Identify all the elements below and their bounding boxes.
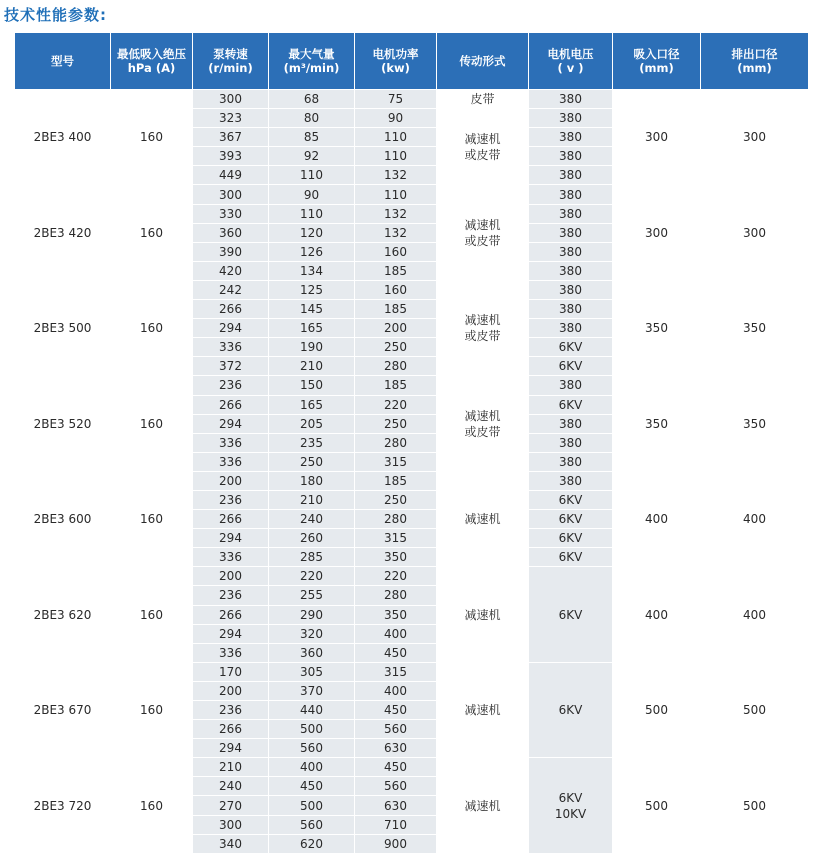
voltage-cell: 6KV: [529, 529, 613, 548]
speed-cell: 300: [193, 185, 269, 204]
speed-cell: 336: [193, 433, 269, 452]
motor-power-cell: 280: [355, 586, 437, 605]
voltage-cell: 380: [529, 280, 613, 299]
motor-power-cell: 280: [355, 357, 437, 376]
speed-cell: 266: [193, 605, 269, 624]
speed-cell: 340: [193, 834, 269, 853]
speed-cell: 372: [193, 357, 269, 376]
motor-power-cell: 220: [355, 567, 437, 586]
airflow-cell: 145: [269, 300, 355, 319]
airflow-cell: 235: [269, 433, 355, 452]
airflow-cell: 80: [269, 109, 355, 128]
outlet-diameter-cell: 500: [701, 758, 809, 853]
voltage-cell: 380: [529, 242, 613, 261]
airflow-cell: 240: [269, 510, 355, 529]
inlet-diameter-cell: 350: [613, 280, 701, 375]
speed-cell: 170: [193, 662, 269, 681]
voltage-cell: 380: [529, 261, 613, 280]
inlet-diameter-cell: 300: [613, 185, 701, 280]
motor-power-cell: 185: [355, 261, 437, 280]
airflow-cell: 290: [269, 605, 355, 624]
outlet-diameter-cell: 350: [701, 280, 809, 375]
motor-power-cell: 280: [355, 510, 437, 529]
min-pressure-cell: 160: [111, 758, 193, 853]
inlet-diameter-cell: 500: [613, 662, 701, 757]
speed-cell: 236: [193, 376, 269, 395]
motor-power-cell: 560: [355, 720, 437, 739]
voltage-cell: 6KV: [529, 338, 613, 357]
header-model: 型号: [15, 33, 111, 90]
airflow-cell: 560: [269, 739, 355, 758]
motor-power-cell: 220: [355, 395, 437, 414]
airflow-cell: 360: [269, 643, 355, 662]
header-row: [15, 33, 809, 90]
speed-cell: 336: [193, 643, 269, 662]
speed-cell: 200: [193, 681, 269, 700]
airflow-cell: 285: [269, 548, 355, 567]
voltage-cell: 380: [529, 90, 613, 109]
speed-cell: 360: [193, 223, 269, 242]
header-airflow: 最大气量 (m³/min): [269, 33, 355, 90]
inlet-diameter-cell: 400: [613, 471, 701, 566]
table-row: [15, 567, 809, 586]
airflow-cell: 500: [269, 720, 355, 739]
voltage-cell: 6KV: [529, 357, 613, 376]
voltage-cell: 380: [529, 147, 613, 166]
speed-cell: 266: [193, 720, 269, 739]
inlet-diameter-cell: 300: [613, 90, 701, 185]
drive-type-cell: 减速机: [437, 567, 529, 662]
motor-power-cell: 450: [355, 643, 437, 662]
voltage-cell: 380: [529, 376, 613, 395]
motor-power-cell: 132: [355, 166, 437, 185]
table-row: [15, 280, 809, 299]
voltage-cell: 380: [529, 471, 613, 490]
outlet-diameter-cell: 300: [701, 90, 809, 185]
speed-cell: 236: [193, 701, 269, 720]
voltage-cell: 380: [529, 300, 613, 319]
airflow-cell: 110: [269, 204, 355, 223]
drive-type-cell: 减速机 或皮带: [437, 109, 529, 185]
model-cell: 2BE3 500: [15, 280, 111, 375]
speed-cell: 242: [193, 280, 269, 299]
motor-power-cell: 315: [355, 452, 437, 471]
speed-cell: 449: [193, 166, 269, 185]
outlet-diameter-cell: 500: [701, 662, 809, 757]
speed-cell: 420: [193, 261, 269, 280]
min-pressure-cell: 160: [111, 471, 193, 566]
voltage-cell: 6KV: [529, 548, 613, 567]
min-pressure-cell: 160: [111, 90, 193, 185]
airflow-cell: 125: [269, 280, 355, 299]
motor-power-cell: 710: [355, 815, 437, 834]
motor-power-cell: 350: [355, 605, 437, 624]
drive-type-cell: 减速机: [437, 758, 529, 853]
header-motor-power: 电机功率 (kw): [355, 33, 437, 90]
airflow-cell: 500: [269, 796, 355, 815]
airflow-cell: 205: [269, 414, 355, 433]
inlet-diameter-cell: 400: [613, 567, 701, 662]
model-cell: 2BE3 720: [15, 758, 111, 853]
motor-power-cell: 450: [355, 758, 437, 777]
motor-power-cell: 110: [355, 147, 437, 166]
speed-cell: 266: [193, 395, 269, 414]
voltage-cell: 380: [529, 452, 613, 471]
airflow-cell: 165: [269, 395, 355, 414]
speed-cell: 323: [193, 109, 269, 128]
motor-power-cell: 110: [355, 185, 437, 204]
drive-type-cell: 减速机 或皮带: [437, 376, 529, 471]
motor-power-cell: 132: [355, 204, 437, 223]
model-cell: 2BE3 420: [15, 185, 111, 280]
min-pressure-cell: 160: [111, 567, 193, 662]
speed-cell: 294: [193, 319, 269, 338]
voltage-cell: 380: [529, 185, 613, 204]
speed-cell: 300: [193, 815, 269, 834]
inlet-diameter-cell: 500: [613, 758, 701, 853]
speed-cell: 294: [193, 739, 269, 758]
motor-power-cell: 400: [355, 624, 437, 643]
speed-cell: 294: [193, 529, 269, 548]
airflow-cell: 210: [269, 490, 355, 509]
airflow-cell: 255: [269, 586, 355, 605]
voltage-cell: 380: [529, 223, 613, 242]
outlet-diameter-cell: 400: [701, 471, 809, 566]
speed-cell: 393: [193, 147, 269, 166]
min-pressure-cell: 160: [111, 185, 193, 280]
airflow-cell: 305: [269, 662, 355, 681]
motor-power-cell: 350: [355, 548, 437, 567]
airflow-cell: 210: [269, 357, 355, 376]
speed-cell: 200: [193, 471, 269, 490]
airflow-cell: 190: [269, 338, 355, 357]
voltage-cell: 380: [529, 414, 613, 433]
speed-cell: 294: [193, 414, 269, 433]
airflow-cell: 90: [269, 185, 355, 204]
voltage-cell: 380: [529, 128, 613, 147]
airflow-cell: 85: [269, 128, 355, 147]
speed-cell: 200: [193, 567, 269, 586]
airflow-cell: 260: [269, 529, 355, 548]
airflow-cell: 320: [269, 624, 355, 643]
drive-type-cell: 皮带: [437, 90, 529, 109]
voltage-cell: 380: [529, 166, 613, 185]
airflow-cell: 440: [269, 701, 355, 720]
motor-power-cell: 185: [355, 300, 437, 319]
voltage-cell: 380: [529, 204, 613, 223]
speed-cell: 330: [193, 204, 269, 223]
motor-power-cell: 160: [355, 242, 437, 261]
header-inlet: 吸入口径 (mm): [613, 33, 701, 90]
header-voltage: 电机电压 ( v ): [529, 33, 613, 90]
speed-cell: 300: [193, 90, 269, 109]
voltage-cell: 6KV: [529, 510, 613, 529]
outlet-diameter-cell: 400: [701, 567, 809, 662]
airflow-cell: 92: [269, 147, 355, 166]
airflow-cell: 180: [269, 471, 355, 490]
voltage-cell: 380: [529, 109, 613, 128]
motor-power-cell: 900: [355, 834, 437, 853]
model-cell: 2BE3 600: [15, 471, 111, 566]
airflow-cell: 620: [269, 834, 355, 853]
airflow-cell: 450: [269, 777, 355, 796]
motor-power-cell: 450: [355, 701, 437, 720]
airflow-cell: 560: [269, 815, 355, 834]
speed-cell: 236: [193, 490, 269, 509]
drive-type-cell: 减速机 或皮带: [437, 280, 529, 375]
table-row: [15, 376, 809, 395]
voltage-cell: 6KV: [529, 662, 613, 757]
motor-power-cell: 75: [355, 90, 437, 109]
speed-cell: 266: [193, 300, 269, 319]
outlet-diameter-cell: 300: [701, 185, 809, 280]
voltage-cell: 6KV: [529, 490, 613, 509]
min-pressure-cell: 160: [111, 662, 193, 757]
min-pressure-cell: 160: [111, 376, 193, 471]
motor-power-cell: 132: [355, 223, 437, 242]
motor-power-cell: 315: [355, 662, 437, 681]
speed-cell: 266: [193, 510, 269, 529]
table-row: [15, 471, 809, 490]
speed-cell: 294: [193, 624, 269, 643]
airflow-cell: 126: [269, 242, 355, 261]
min-pressure-cell: 160: [111, 280, 193, 375]
motor-power-cell: 200: [355, 319, 437, 338]
speed-cell: 240: [193, 777, 269, 796]
speed-cell: 210: [193, 758, 269, 777]
header-min-pressure: 最低吸入绝压 hPa (A): [111, 33, 193, 90]
model-cell: 2BE3 620: [15, 567, 111, 662]
header-drive: 传动形式: [437, 33, 529, 90]
table-row: [15, 185, 809, 204]
airflow-cell: 370: [269, 681, 355, 700]
drive-type-cell: 减速机 或皮带: [437, 185, 529, 280]
page-title: 技术性能参数:: [4, 6, 107, 24]
airflow-cell: 150: [269, 376, 355, 395]
spec-table: [14, 32, 809, 854]
motor-power-cell: 250: [355, 338, 437, 357]
motor-power-cell: 110: [355, 128, 437, 147]
voltage-cell: 6KV 10KV: [529, 758, 613, 853]
model-cell: 2BE3 520: [15, 376, 111, 471]
outlet-diameter-cell: 350: [701, 376, 809, 471]
motor-power-cell: 185: [355, 471, 437, 490]
motor-power-cell: 630: [355, 796, 437, 815]
speed-cell: 336: [193, 338, 269, 357]
table-row: [15, 662, 809, 681]
motor-power-cell: 315: [355, 529, 437, 548]
motor-power-cell: 400: [355, 681, 437, 700]
header-speed: 泵转速 (r/min): [193, 33, 269, 90]
motor-power-cell: 630: [355, 739, 437, 758]
voltage-cell: 6KV: [529, 567, 613, 662]
speed-cell: 390: [193, 242, 269, 261]
motor-power-cell: 560: [355, 777, 437, 796]
airflow-cell: 250: [269, 452, 355, 471]
voltage-cell: 380: [529, 319, 613, 338]
motor-power-cell: 90: [355, 109, 437, 128]
model-cell: 2BE3 400: [15, 90, 111, 185]
model-cell: 2BE3 670: [15, 662, 111, 757]
speed-cell: 236: [193, 586, 269, 605]
motor-power-cell: 185: [355, 376, 437, 395]
motor-power-cell: 250: [355, 414, 437, 433]
airflow-cell: 110: [269, 166, 355, 185]
motor-power-cell: 250: [355, 490, 437, 509]
motor-power-cell: 280: [355, 433, 437, 452]
drive-type-cell: 减速机: [437, 662, 529, 757]
airflow-cell: 400: [269, 758, 355, 777]
table-row: [15, 90, 809, 109]
header-outlet: 排出口径 (mm): [701, 33, 809, 90]
motor-power-cell: 160: [355, 280, 437, 299]
airflow-cell: 134: [269, 261, 355, 280]
drive-type-cell: 减速机: [437, 471, 529, 566]
voltage-cell: 6KV: [529, 395, 613, 414]
airflow-cell: 68: [269, 90, 355, 109]
speed-cell: 336: [193, 548, 269, 567]
airflow-cell: 220: [269, 567, 355, 586]
airflow-cell: 120: [269, 223, 355, 242]
table-row: [15, 758, 809, 777]
airflow-cell: 165: [269, 319, 355, 338]
speed-cell: 270: [193, 796, 269, 815]
inlet-diameter-cell: 350: [613, 376, 701, 471]
speed-cell: 336: [193, 452, 269, 471]
speed-cell: 367: [193, 128, 269, 147]
voltage-cell: 380: [529, 433, 613, 452]
